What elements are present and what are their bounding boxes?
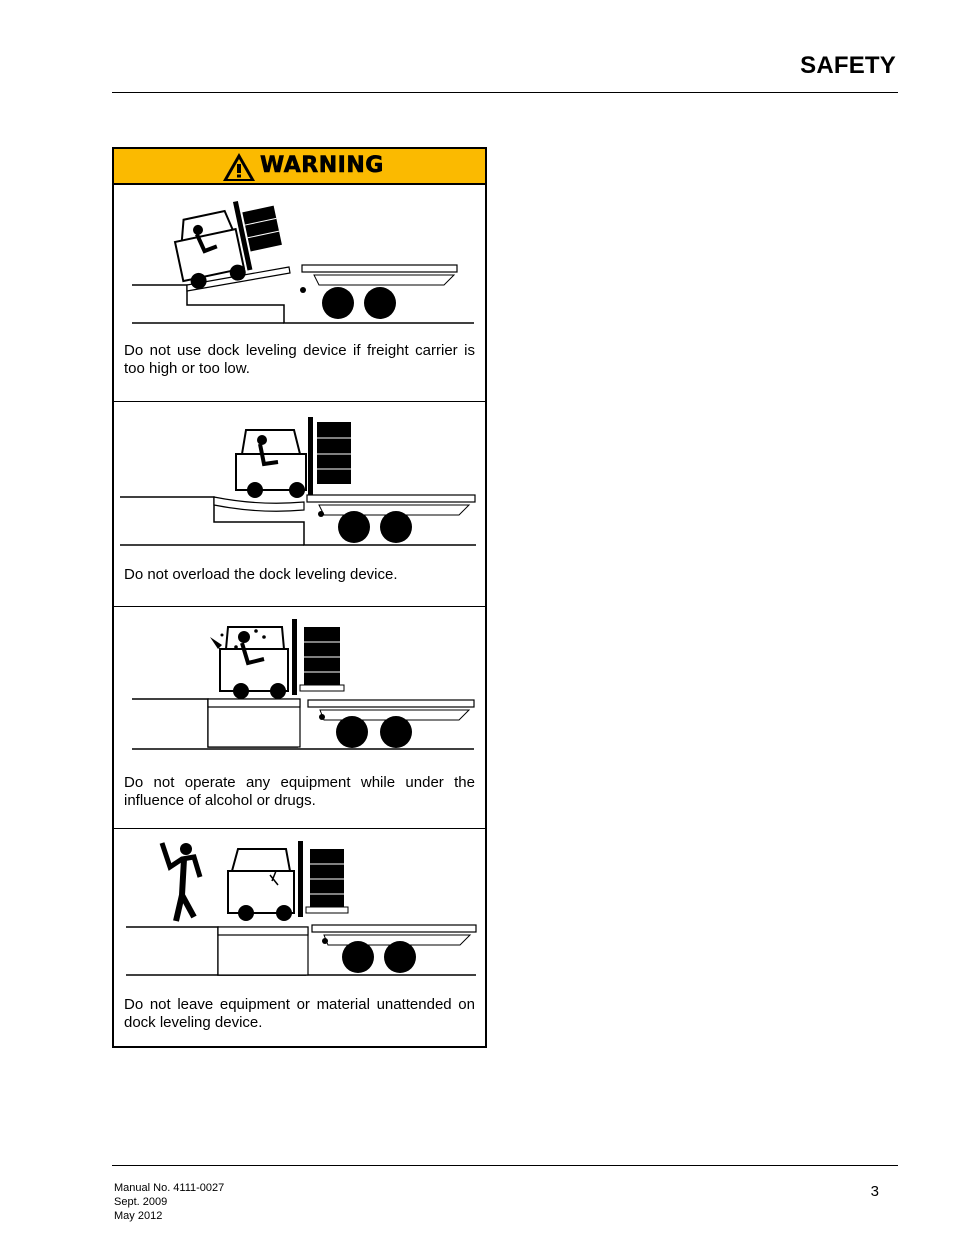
footer-rule (112, 1165, 898, 1166)
unattended-forklift-illustration (114, 829, 485, 979)
warning-panel-uneven (114, 185, 485, 402)
warning-label: WARNING (260, 153, 384, 178)
panel-caption: Do not overload the dock leveling device. (124, 566, 398, 583)
warning-panel-unattended (114, 829, 485, 1046)
panel-caption: Do not operate any equipment while under the influence of alcohol or drugs. (124, 774, 475, 809)
footer-info (114, 1181, 224, 1223)
panel-caption: Do not leave equipment or material unattended on dock leveling device. (124, 996, 475, 1031)
page-number: 3 (870, 1183, 879, 1200)
forklift-tilted-illustration (114, 185, 485, 335)
header-rule (112, 92, 898, 93)
revision-date: Sept. 2009 (114, 1196, 168, 1208)
forklift-overload-illustration (114, 402, 485, 552)
warning-panel-overload (114, 402, 485, 607)
page-title: SAFETY (800, 52, 896, 79)
panel-caption: Do not use dock leveling device if freight carrier is too high or too low. (124, 342, 475, 377)
manual-number: Manual No. 4111-0027 (114, 1182, 225, 1194)
person-walking-icon (162, 843, 200, 921)
warning-triangle-icon (222, 152, 256, 182)
warning-header (114, 149, 485, 185)
warning-panel-impaired (114, 607, 485, 829)
revision-date: May 2012 (114, 1210, 163, 1222)
warning-box (112, 147, 487, 1048)
forklift-impaired-illustration (114, 607, 485, 757)
